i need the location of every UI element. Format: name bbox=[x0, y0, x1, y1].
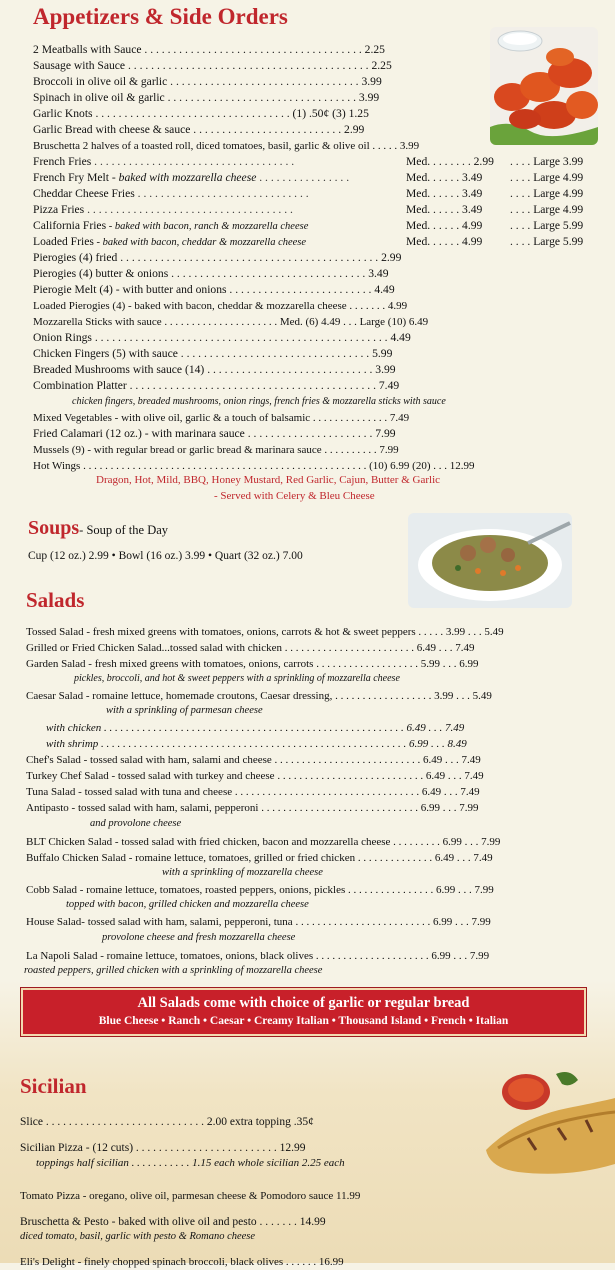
menu-item: Garlic Bread with cheese & sauce . . . . . . . . . . . . . . . . . . . . . . . . . . 2.99 bbox=[33, 123, 365, 136]
menu-item: Onion Rings . . . . . . . . . . . . . . . . . . . . . . . . . . . . . . . . . . . . . . . . . . . . . . . . . . . 4.49 bbox=[33, 331, 411, 344]
menu-item-sized: French Fries . . . . . . . . . . . . . . . . . . . . . . . . . . . . . . . . . . . Med. . . . . . . . 2.99 . . . . Large 3.99 bbox=[33, 155, 584, 168]
menu-item: Spinach in olive oil & garlic . . . . . . . . . . . . . . . . . . . . . . . . . . . . . . . . . 3.99 bbox=[33, 91, 380, 104]
menu-item-sized: Cheddar Cheese Fries . . . . . . . . . . . . . . . . . . . . . . . . . . . . . . Med. . . . . . 3.49 . . . . Large 4.99 bbox=[33, 187, 584, 200]
salads-title: Salads bbox=[26, 588, 85, 612]
sicilian-item: Tomato Pizza - oregano, olive oil, parmesan cheese & Pomodoro sauce 11.99 bbox=[20, 1190, 361, 1202]
sicilian-toppings: toppings half sicilian . . . . . . . . . . . 1.15 each whole sicilian 2.25 each bbox=[36, 1157, 345, 1169]
menu-item: Chicken Fingers (5) with sauce . . . . . . . . . . . . . . . . . . . . . . . . . . . . . . . . . 5.99 bbox=[33, 347, 393, 360]
wing-flavors: Dragon, Hot, Mild, BBQ, Honey Mustard, Red Garlic, Cajun, Butter & Garlic bbox=[96, 474, 441, 486]
salad-item: BLT Chicken Salad - tossed salad with fried chicken, bacon and mozzarella cheese . . . . . . . . . 6.99 . . . 7.99 bbox=[26, 836, 501, 848]
menu-item-sized: French Fry Melt - baked with mozzarella cheese . . . . . . . . . . . . . . . . Med. . . . . . 3.49 . . . . Large 4.99 bbox=[33, 171, 584, 184]
salad-item: House Salad- tossed salad with ham, salami, pepperoni, tuna . . . . . . . . . . . . . . . . . . . . . . . . . 6.99 . . . 7.99 bbox=[26, 916, 491, 928]
combination-platter-description: chicken fingers, breaded mushrooms, onion rings, french fries & mozzarella sticks with sauce bbox=[72, 396, 446, 407]
menu-item: Fried Calamari (12 oz.) - with marinara sauce . . . . . . . . . . . . . . . . . . . . . . 7.99 bbox=[33, 427, 396, 440]
salad-option: with shrimp . . . . . . . . . . . . . . . . . . . . . . . . . . . . . . . . . . . . . . . . . . . . . . . . . . . . . . . . 6.99 . . . 8.49 bbox=[46, 738, 467, 750]
wings-served-with: - Served with Celery & Bleu Cheese bbox=[214, 490, 375, 502]
banner-dressings: Blue Cheese • Ranch • Caesar • Creamy Italian • Thousand Island • French • Italian bbox=[98, 1015, 509, 1027]
menu-item: Broccoli in olive oil & garlic . . . . . . . . . . . . . . . . . . . . . . . . . . . . . . . . . 3.99 bbox=[33, 75, 382, 88]
salad-description: topped with bacon, grilled chicken and mozzarella cheese bbox=[66, 899, 309, 910]
menu-item: Loaded Pierogies (4) - baked with bacon, cheddar & mozzarella cheese . . . . . . . 4.99 bbox=[33, 300, 408, 312]
salad-item: Tuna Salad - tossed salad with tuna and cheese . . . . . . . . . . . . . . . . . . . . . . . . . . . . . . . . . . 6.49 . . . 7.49 bbox=[26, 786, 480, 798]
salad-description: provolone cheese and fresh mozzarella cheese bbox=[102, 932, 296, 943]
menu-item: Breaded Mushrooms with sauce (14) . . . . . . . . . . . . . . . . . . . . . . . . . . . . . 3.99 bbox=[33, 363, 396, 376]
menu-item: Pierogie Melt (4) - with butter and onions . . . . . . . . . . . . . . . . . . . . . . . . . 4.49 bbox=[33, 283, 395, 296]
menu-item: Mixed Vegetables - with olive oil, garlic & a touch of balsamic . . . . . . . . . . . . . . 7.49 bbox=[33, 412, 410, 424]
menu-item: Bruschetta 2 halves of a toasted roll, diced tomatoes, basil, garlic & olive oil . . . . . 3.99 bbox=[33, 140, 420, 152]
menu-item: 2 Meatballs with Sauce . . . . . . . . . . . . . . . . . . . . . . . . . . . . . . . . . . . . . . 2.25 bbox=[33, 43, 385, 56]
salad-dressing-banner bbox=[21, 988, 586, 1036]
menu-item: Combination Platter . . . . . . . . . . . . . . . . . . . . . . . . . . . . . . . . . . . . . . . . . . . 7.49 bbox=[33, 379, 400, 392]
salad-description: roasted peppers, grilled chicken with a sprinkling of mozzarella cheese bbox=[24, 965, 323, 976]
sicilian-item: Bruschetta & Pesto - baked with olive oil and pesto . . . . . . . 14.99 bbox=[20, 1216, 326, 1228]
menu-item-sized: Loaded Fries - baked with bacon, cheddar & mozzarella cheese Med. . . . . . 4.99 . . . . Large 5.99 bbox=[33, 235, 584, 248]
salad-description: pickles, broccoli, and hot & sweet peppers with a sprinkling of mozzarella cheese bbox=[74, 673, 400, 684]
menu-item: Garlic Knots . . . . . . . . . . . . . . . . . . . . . . . . . . . . . . . . . . (1) .50¢ (3) 1.25 bbox=[33, 107, 369, 120]
salad-option: with chicken . . . . . . . . . . . . . . . . . . . . . . . . . . . . . . . . . . . . . . . . . . . . . . . . . . . . . . . 6.49 . . . 7.49 bbox=[46, 722, 465, 734]
salad-item: Antipasto - tossed salad with ham, salami, pepperoni . . . . . . . . . . . . . . . . . . . . . . . . . . . . . 6.99 . . . 7.99 bbox=[26, 802, 479, 814]
sicilian-description: diced tomato, basil, garlic with pesto & Romano cheese bbox=[20, 1231, 256, 1242]
sicilian-food-photo bbox=[478, 1068, 615, 1180]
salad-item: Caesar Salad - romaine lettuce, homemade croutons, Caesar dressing, . . . . . . . . . . . . . . . . . . 3.99 . . . 5.49 bbox=[26, 690, 492, 702]
hot-wings-photo bbox=[490, 27, 598, 145]
menu-item: Mussels (9) - with regular bread or garlic bread & marinara sauce . . . . . . . . . . 7.99 bbox=[33, 444, 399, 456]
banner-bread-note: All Salads come with choice of garlic or regular bread bbox=[137, 995, 470, 1011]
soups-title: Soups- Soup of the Day bbox=[28, 517, 169, 539]
sicilian-item: Slice . . . . . . . . . . . . . . . . . . . . . . . . . . . . 2.00 extra topping .35¢ bbox=[20, 1116, 314, 1128]
salad-item: Cobb Salad - romaine lettuce, tomatoes, roasted peppers, onions, pickles . . . . . . . . . . . . . . . . 6.99 . . . 7.99 bbox=[26, 884, 494, 896]
salad-item: Buffalo Chicken Salad - romaine lettuce, tomatoes, grilled or fried chicken . . . . . . . . . . . . . . 6.49 . . . 7.49 bbox=[26, 852, 493, 864]
salad-item: Garden Salad - fresh mixed greens with tomatoes, onions, carrots . . . . . . . . . . . . . . . . . . . 5.99 . . . 6.99 bbox=[26, 658, 479, 670]
salad-description: and provolone cheese bbox=[90, 818, 182, 829]
menu-item: Sausage with Sauce . . . . . . . . . . . . . . . . . . . . . . . . . . . . . . . . . . . . . . . . . . 2.25 bbox=[33, 59, 392, 72]
menu-item: Pierogies (4) fried . . . . . . . . . . . . . . . . . . . . . . . . . . . . . . . . . . . . . . . . . . . . . 2.99 bbox=[33, 251, 402, 264]
menu-item-sized: California Fries - baked with bacon, ranch & mozzarella cheese Med. . . . . . 4.99 . . . . Large 5.99 bbox=[33, 219, 584, 232]
salad-description: with a sprinkling of parmesan cheese bbox=[106, 705, 263, 716]
salad-item: La Napoli Salad - romaine lettuce, tomatoes, onions, black olives . . . . . . . . . . . . . . . . . . . . . 6.99 . . . 7.99 bbox=[26, 950, 490, 962]
menu-item-sized: Pizza Fries . . . . . . . . . . . . . . . . . . . . . . . . . . . . . . . . . . . . Med. . . . . . 3.49 . . . . Large 4.99 bbox=[33, 203, 584, 216]
soup-prices: Cup (12 oz.) 2.99 • Bowl (16 oz.) 3.99 • Quart (32 oz.) 7.00 bbox=[28, 550, 303, 562]
salad-description: with a sprinkling of mozzarella cheese bbox=[162, 867, 323, 878]
menu-item: Hot Wings . . . . . . . . . . . . . . . . . . . . . . . . . . . . . . . . . . . . . . . . . . . . . . . . . . . . (10) 6.99 (20) . . . 12.99 bbox=[33, 460, 475, 472]
sicilian-item: Eli's Delight - finely chopped spinach broccoli, black olives . . . . . . 16.99 bbox=[20, 1256, 344, 1268]
salad-item: Grilled or Fried Chicken Salad...tossed salad with chicken . . . . . . . . . . . . . . . . . . . . . . . . 6.49 . . . 7.49 bbox=[26, 642, 475, 654]
salad-item: Tossed Salad - fresh mixed greens with tomatoes, onions, carrots & hot & sweet peppers . . . . . 3.99 . . . 5.49 bbox=[26, 626, 504, 638]
sicilian-title: Sicilian bbox=[20, 1074, 87, 1098]
appetizers-title: Appetizers & Side Orders bbox=[33, 4, 288, 29]
menu-item: Pierogies (4) butter & onions . . . . . . . . . . . . . . . . . . . . . . . . . . . . . . . . . . 3.49 bbox=[33, 267, 389, 280]
soup-photo bbox=[408, 513, 572, 608]
sicilian-item: Sicilian Pizza - (12 cuts) . . . . . . . . . . . . . . . . . . . . . . . . . 12.99 bbox=[20, 1142, 306, 1154]
menu-item: Mozzarella Sticks with sauce . . . . . . . . . . . . . . . . . . . . . Med. (6) 4.49 . . . Large (10) 6.49 bbox=[33, 316, 429, 328]
salad-item: Turkey Chef Salad - tossed salad with turkey and cheese . . . . . . . . . . . . . . . . . . . . . . . . . . . 6.49 . . . 7.49 bbox=[26, 770, 484, 782]
salad-item: Chef's Salad - tossed salad with ham, salami and cheese . . . . . . . . . . . . . . . . . . . . . . . . . . . 6.49 . . . 7.49 bbox=[26, 754, 481, 766]
